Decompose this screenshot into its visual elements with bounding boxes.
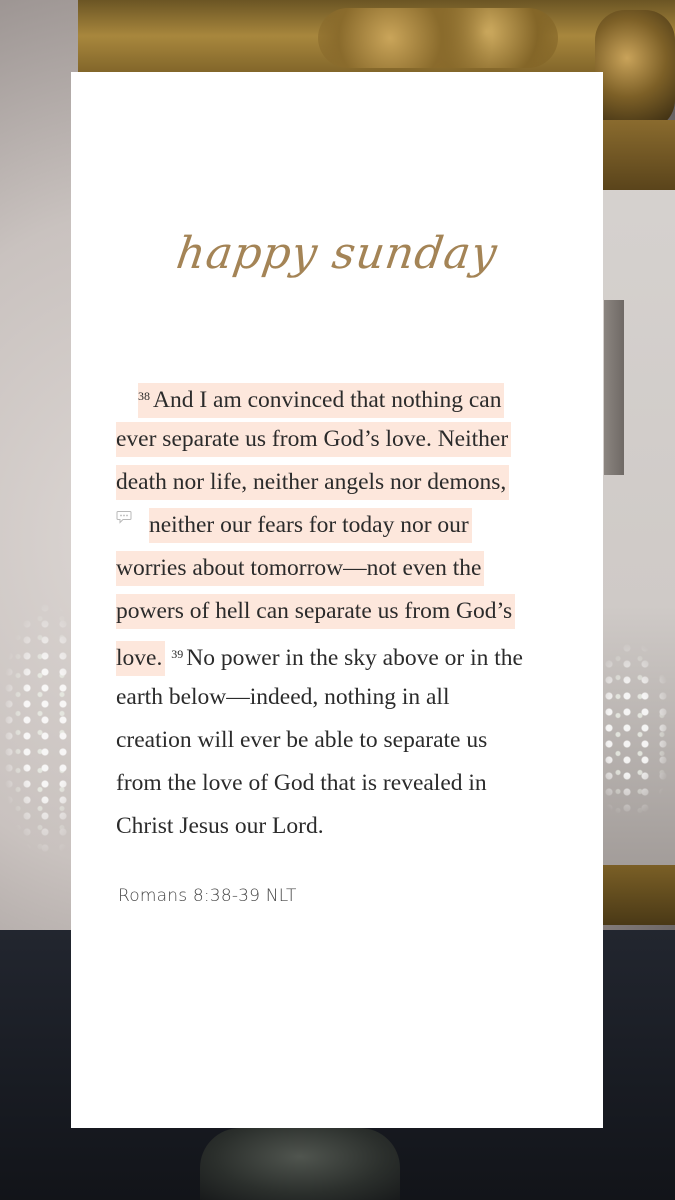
- verse-line-text: And I am convinced that nothing can: [153, 387, 502, 413]
- verse-line: Christ Jesus our Lord.: [116, 813, 324, 839]
- verse-line: from the love of God that is revealed in: [116, 770, 487, 796]
- highlighted-text: ever separate us from God’s love. Neither: [116, 422, 511, 457]
- gilded-frame-right-lower: [600, 865, 675, 925]
- highlighted-text: death nor life, neither angels nor demons,: [116, 465, 509, 500]
- gilded-frame-right: [600, 120, 675, 190]
- babys-breath-flowers-left: [0, 600, 78, 860]
- gilded-frame-top: [78, 0, 675, 80]
- highlighted-text: love.: [116, 641, 165, 676]
- small-frame: [604, 300, 624, 475]
- highlighted-text: [138, 383, 504, 418]
- verse-line: [116, 418, 561, 461]
- verse-line: [116, 504, 561, 547]
- highlighted-text: powers of hell can separate us from God’s: [116, 594, 515, 629]
- verse-line: [116, 590, 561, 633]
- babys-breath-flowers-right: [600, 640, 675, 820]
- verse-line: [116, 461, 561, 504]
- verse-reference: Romans 8:38-39 NLT: [118, 886, 297, 906]
- highlighted-text: worries about tomorrow—not even the: [116, 551, 484, 586]
- heading-happy-sunday: happy sunday: [173, 228, 501, 279]
- verse-line: creation will ever be able to separate us: [116, 727, 488, 753]
- vase: [200, 1128, 400, 1200]
- verse-line-text: No power in the sky above or in the: [186, 645, 523, 671]
- verse-number: 38: [138, 389, 150, 403]
- speech-bubble-icon[interactable]: [116, 510, 132, 524]
- highlighted-text: neither our fears for today nor our: [149, 508, 472, 543]
- verse-line: [116, 633, 561, 676]
- verse-line: [116, 547, 561, 590]
- verse-card: [71, 72, 603, 1128]
- verse-number: 39: [171, 647, 184, 661]
- verse-text: [116, 375, 561, 848]
- verse-line: earth below—indeed, nothing in all: [116, 684, 450, 710]
- verse-line: [116, 375, 561, 418]
